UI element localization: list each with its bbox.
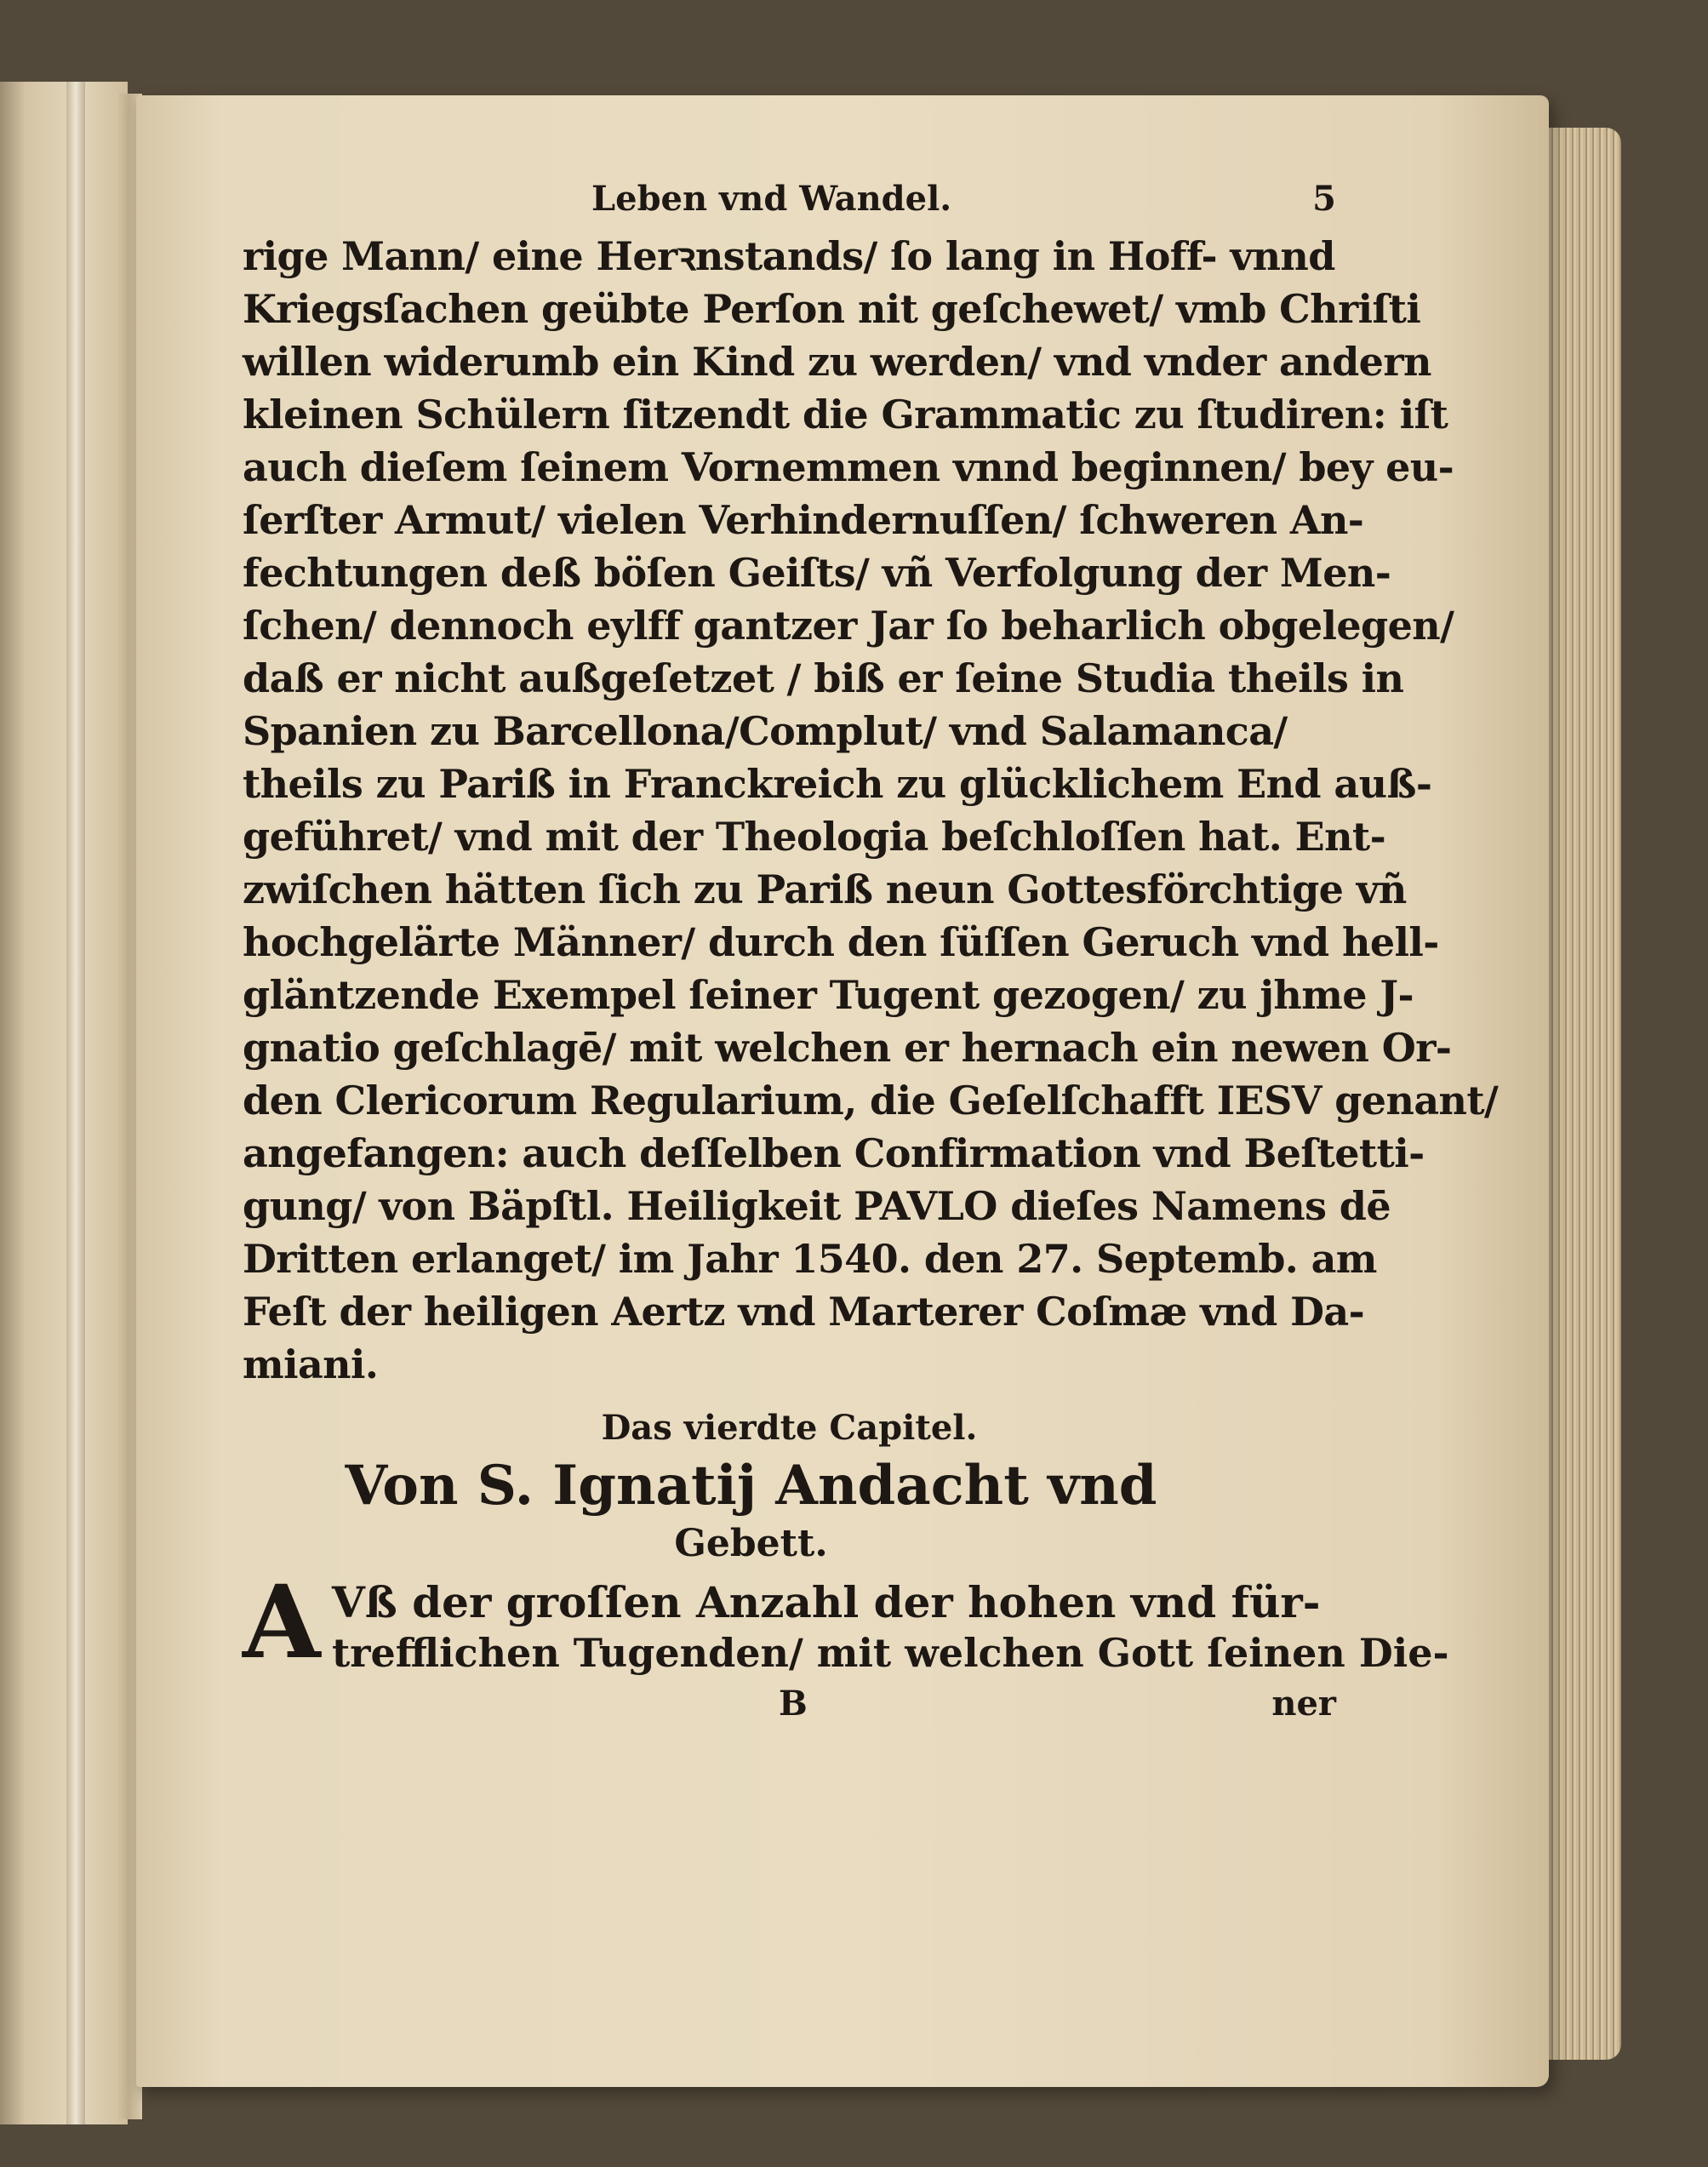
text-line: Dritten erlanget/ im Jahr 1540. den 27. Septemb. am — [243, 1236, 1377, 1282]
previous-page-edge — [0, 82, 128, 2124]
text-line: miani. — [243, 1341, 379, 1387]
text-line: geführet/ vnd mit der Theologia beſchloſſen hat. Ent- — [243, 814, 1386, 860]
chapter-label: Das vierdte Capitel. — [601, 1408, 978, 1448]
page-number: 5 — [1312, 179, 1336, 219]
text-line: auch dieſem ſeinem Vornemmen vnnd beginnen/ bey eu- — [243, 444, 1454, 490]
opening-line: trefflichen Tugenden/ mit welchen Gott ſeinen Die- — [332, 1630, 1449, 1676]
text-line: zwiſchen hätten ſich zu Pariß neun Gottesförchtige vñ — [243, 866, 1407, 912]
signature-mark: B — [779, 1684, 808, 1724]
catchword: ner — [1271, 1684, 1336, 1724]
text-line: gläntzende Exempel ſeiner Tugent gezogen/ zu jhme J- — [243, 972, 1414, 1018]
body-paragraph — [243, 230, 1499, 1391]
page-footer — [243, 1678, 1336, 1730]
drop-initial: A — [243, 1563, 321, 1681]
text-line: gnatio geſchlagē/ mit welchen er hernach ein newen Or- — [243, 1025, 1452, 1071]
text-line: Feſt der heiligen Aertz vnd Marterer Coſmæ vnd Da- — [243, 1289, 1365, 1335]
text-line: willen widerumb ein Kind zu werden/ vnd vnder andern — [243, 339, 1431, 385]
opening-line: Vß der groſſen Anzahl der hohen vnd für- — [332, 1577, 1321, 1627]
text-line: rige Mann/ eine Herꝛnstands/ ſo lang in Hoff- vnnd — [243, 233, 1335, 279]
chapter-opening — [243, 1563, 1449, 1681]
chapter-title: Von S. Ignatij Andacht vnd — [345, 1454, 1157, 1518]
text-line: den Clericorum Regularium, die Geſelſchafft IESV genant/ — [243, 1078, 1499, 1124]
text-line: gung/ von Bäpſtl. Heiligkeit PAVLO dieſes Namens dē — [243, 1183, 1391, 1229]
text-line: hochgelärte Männer/ durch den ſüſſen Geruch vnd hell- — [243, 919, 1439, 965]
text-line: theils zu Pariß in Franckreich zu glücklichem End auß- — [243, 761, 1432, 807]
text-line: ſerſter Armut/ vielen Verhindernuſſen/ ſchweren An- — [243, 497, 1364, 543]
text-line: ſchen/ dennoch eylff gantzer Jar ſo beharlich obgelegen/ — [243, 603, 1454, 649]
chapter-title-continued: Gebett. — [674, 1522, 828, 1565]
text-line: kleinen Schülern ſitzendt die Grammatic zu ſtudiren: iſt — [243, 392, 1448, 437]
page-header — [243, 179, 1336, 230]
text-line: Spanien zu Barcellona/Complut/ vnd Salamanca/ — [243, 708, 1288, 754]
running-title: Leben vnd Wandel. — [591, 179, 952, 219]
text-line: daß er nicht außgeſetzet / biß er ſeine Studia theils in — [243, 655, 1404, 701]
text-line: Kriegsſachen geübte Perſon nit geſchewet/ vmb Chriſti — [243, 286, 1421, 332]
page-text-block — [243, 179, 1499, 1730]
text-line: angefangen: auch deſſelben Confirmation vnd Beſtetti- — [243, 1130, 1425, 1176]
text-line: fechtungen deß böſen Geiſts/ vñ Verfolgung der Men- — [243, 550, 1391, 596]
page-fold-shadow — [66, 82, 85, 2124]
